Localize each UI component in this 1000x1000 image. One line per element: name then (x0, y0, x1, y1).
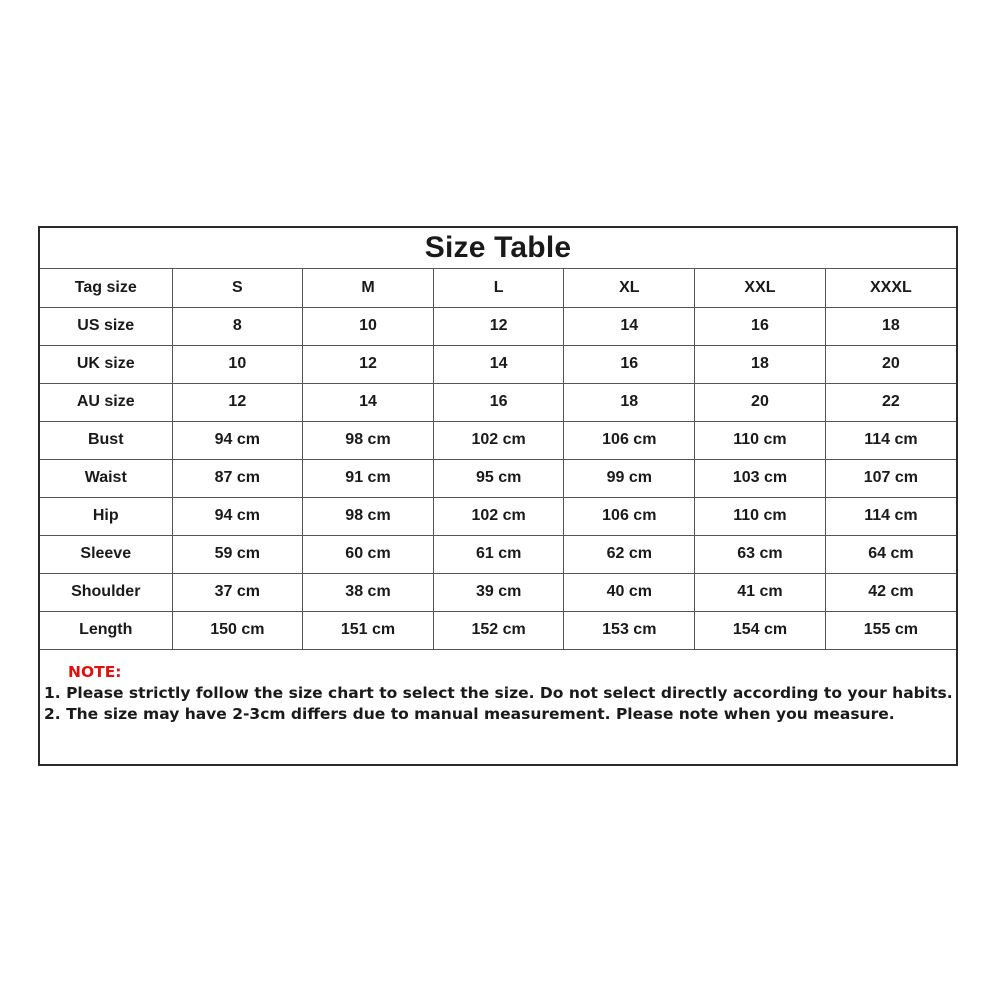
table-row (40, 535, 956, 573)
table-row (40, 383, 956, 421)
table-row (40, 421, 956, 459)
table-cell: 41 cm (695, 573, 826, 611)
table-cell: 154 cm (695, 611, 826, 649)
table-cell: 20 (825, 345, 956, 383)
size-table (40, 269, 956, 650)
table-row (40, 573, 956, 611)
table-cell: 114 cm (825, 497, 956, 535)
table-row (40, 497, 956, 535)
table-cell: 102 cm (433, 421, 564, 459)
table-cell: 18 (825, 307, 956, 345)
table-cell: 87 cm (172, 459, 303, 497)
table-cell: 18 (695, 345, 826, 383)
table-row (40, 345, 956, 383)
table-cell: 10 (172, 345, 303, 383)
table-cell: 107 cm (825, 459, 956, 497)
table-cell: 16 (695, 307, 826, 345)
row-label: Waist (40, 459, 172, 497)
table-cell: 94 cm (172, 421, 303, 459)
table-cell: 40 cm (564, 573, 695, 611)
column-header: XXXL (825, 269, 956, 307)
table-header-row (40, 269, 956, 307)
column-header: L (433, 269, 564, 307)
table-cell: 37 cm (172, 573, 303, 611)
table-cell: 91 cm (303, 459, 434, 497)
table-cell: 18 (564, 383, 695, 421)
table-row (40, 307, 956, 345)
row-label: AU size (40, 383, 172, 421)
table-cell: 39 cm (433, 573, 564, 611)
chart-title: Size Table (40, 228, 956, 269)
table-row (40, 459, 956, 497)
table-cell: 22 (825, 383, 956, 421)
table-cell: 12 (172, 383, 303, 421)
size-table-body (40, 269, 956, 649)
size-chart (38, 226, 958, 766)
table-cell: 64 cm (825, 535, 956, 573)
row-label: UK size (40, 345, 172, 383)
table-cell: 38 cm (303, 573, 434, 611)
table-cell: 60 cm (303, 535, 434, 573)
note-item: 1. Please strictly follow the size chart to select the size. Do not select directly according to your habits. (44, 683, 953, 702)
table-cell: 110 cm (695, 421, 826, 459)
table-cell: 42 cm (825, 573, 956, 611)
row-label: Shoulder (40, 573, 172, 611)
table-cell: 63 cm (695, 535, 826, 573)
table-cell: 106 cm (564, 421, 695, 459)
table-cell: 12 (433, 307, 564, 345)
note-title: NOTE: (68, 662, 122, 681)
table-cell: 59 cm (172, 535, 303, 573)
table-cell: 8 (172, 307, 303, 345)
table-cell: 151 cm (303, 611, 434, 649)
table-cell: 95 cm (433, 459, 564, 497)
table-cell: 155 cm (825, 611, 956, 649)
table-cell: 153 cm (564, 611, 695, 649)
column-header: M (303, 269, 434, 307)
table-cell: 12 (303, 345, 434, 383)
column-header: S (172, 269, 303, 307)
notes-section (40, 650, 956, 725)
column-header: XXL (695, 269, 826, 307)
table-cell: 14 (564, 307, 695, 345)
table-cell: 14 (303, 383, 434, 421)
table-cell: 16 (564, 345, 695, 383)
table-cell: 98 cm (303, 497, 434, 535)
row-label: Length (40, 611, 172, 649)
row-label: US size (40, 307, 172, 345)
table-cell: 10 (303, 307, 434, 345)
table-cell: 99 cm (564, 459, 695, 497)
table-cell: 62 cm (564, 535, 695, 573)
table-cell: 103 cm (695, 459, 826, 497)
note-item: 2. The size may have 2-3cm differs due to manual measurement. Please note when you measure. (44, 704, 895, 723)
table-cell: 110 cm (695, 497, 826, 535)
table-cell: 16 (433, 383, 564, 421)
table-cell: 150 cm (172, 611, 303, 649)
table-cell: 61 cm (433, 535, 564, 573)
table-row (40, 611, 956, 649)
table-cell: 14 (433, 345, 564, 383)
table-cell: 102 cm (433, 497, 564, 535)
table-cell: 20 (695, 383, 826, 421)
row-label: Sleeve (40, 535, 172, 573)
row-label: Bust (40, 421, 172, 459)
table-cell: 152 cm (433, 611, 564, 649)
table-cell: 114 cm (825, 421, 956, 459)
table-cell: 94 cm (172, 497, 303, 535)
row-label: Hip (40, 497, 172, 535)
column-header: XL (564, 269, 695, 307)
column-header: Tag size (40, 269, 172, 307)
table-cell: 98 cm (303, 421, 434, 459)
table-cell: 106 cm (564, 497, 695, 535)
